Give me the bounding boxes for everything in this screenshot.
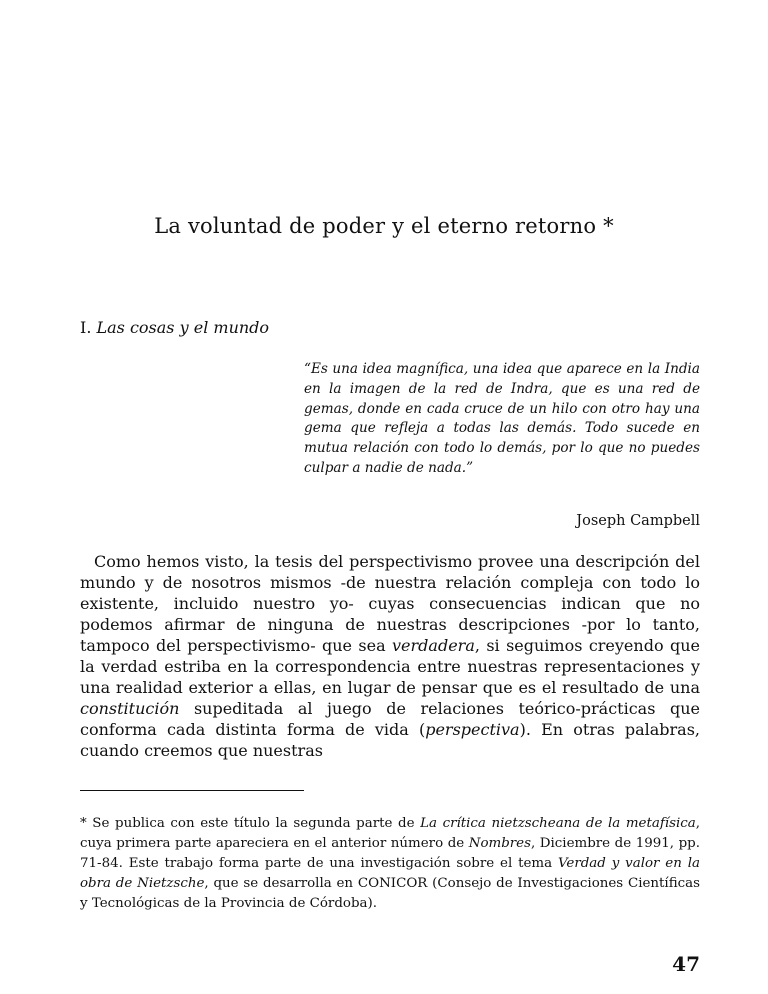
emphasis-constitucion: constitución xyxy=(80,699,180,718)
footnote: * Se publica con este título la segunda parte de La crítica nietzscheana de la metafísica, cuya primera parte apareciera en el anterior número de Nombres, Diciembre de 1991, pp. 71-84. Este trabajo forma parte de una investigación sobre el tema Verdad y valor en la obra de Nietzsche, que se desarrolla en CONICOR (Consejo de Investigaciones Científicas y Tecnológicas de la Provincia de Córdoba). xyxy=(80,816,701,911)
body-text xyxy=(80,551,700,761)
section-title: Las cosas y el mundo xyxy=(96,318,270,337)
footnote-separator xyxy=(80,790,304,791)
footnote-marker: * xyxy=(80,816,87,831)
article-title-text: La voluntad de poder y el eterno retorno xyxy=(154,214,597,238)
footnote-title-metafisica: La crítica nietzscheana de la metafísica xyxy=(420,816,696,831)
footnote-reference-marker: * xyxy=(603,214,614,238)
emphasis-perspectiva: perspectiva xyxy=(425,720,520,739)
section-number: I. xyxy=(80,318,92,337)
footnote-journal-nombres: Nombres xyxy=(468,836,531,851)
epigraph-author: Joseph Campbell xyxy=(576,513,700,529)
section-heading xyxy=(80,318,269,337)
epigraph-quote: “Es una idea magnífica, una idea que aparece en la India en la imagen de la red de Indra, que es una red de gemas, donde en cada cruce de un hilo con otro hay una gema que refleja a todas las demás. Todo sucede en mutua relación con todo lo demás, por lo que no puedes culpar a nadie de nada.” xyxy=(304,361,700,476)
body-paragraph: Como hemos visto, la tesis del perspectivismo provee una descripción del mundo y de nosotros mismos -de nuestra relación compleja con todo lo existente, incluido nuestro yo- cuyas consecuencias indican que no podemos afirmar de ninguna de nuestras descripciones -por lo tanto, tampoco del perspectivismo- que sea verdadera, si seguimos creyendo que la verdad estriba en la correspondencia entre nuestras representaciones y una realidad exterior a ellas, en lugar de pensar que es el resultado de una constitución supeditada al juego de relaciones teórico-prácticas que conforma cada distinta forma de vida (perspectiva). En otras palabras, cuando creemos que nuestras xyxy=(80,552,700,760)
page-number: 47 xyxy=(672,952,700,976)
footnote-research-topic: Verdad y valor en la obra de Nietzsche xyxy=(80,856,700,891)
article-title xyxy=(0,214,768,238)
emphasis-verdadera: verdadera xyxy=(392,636,475,655)
